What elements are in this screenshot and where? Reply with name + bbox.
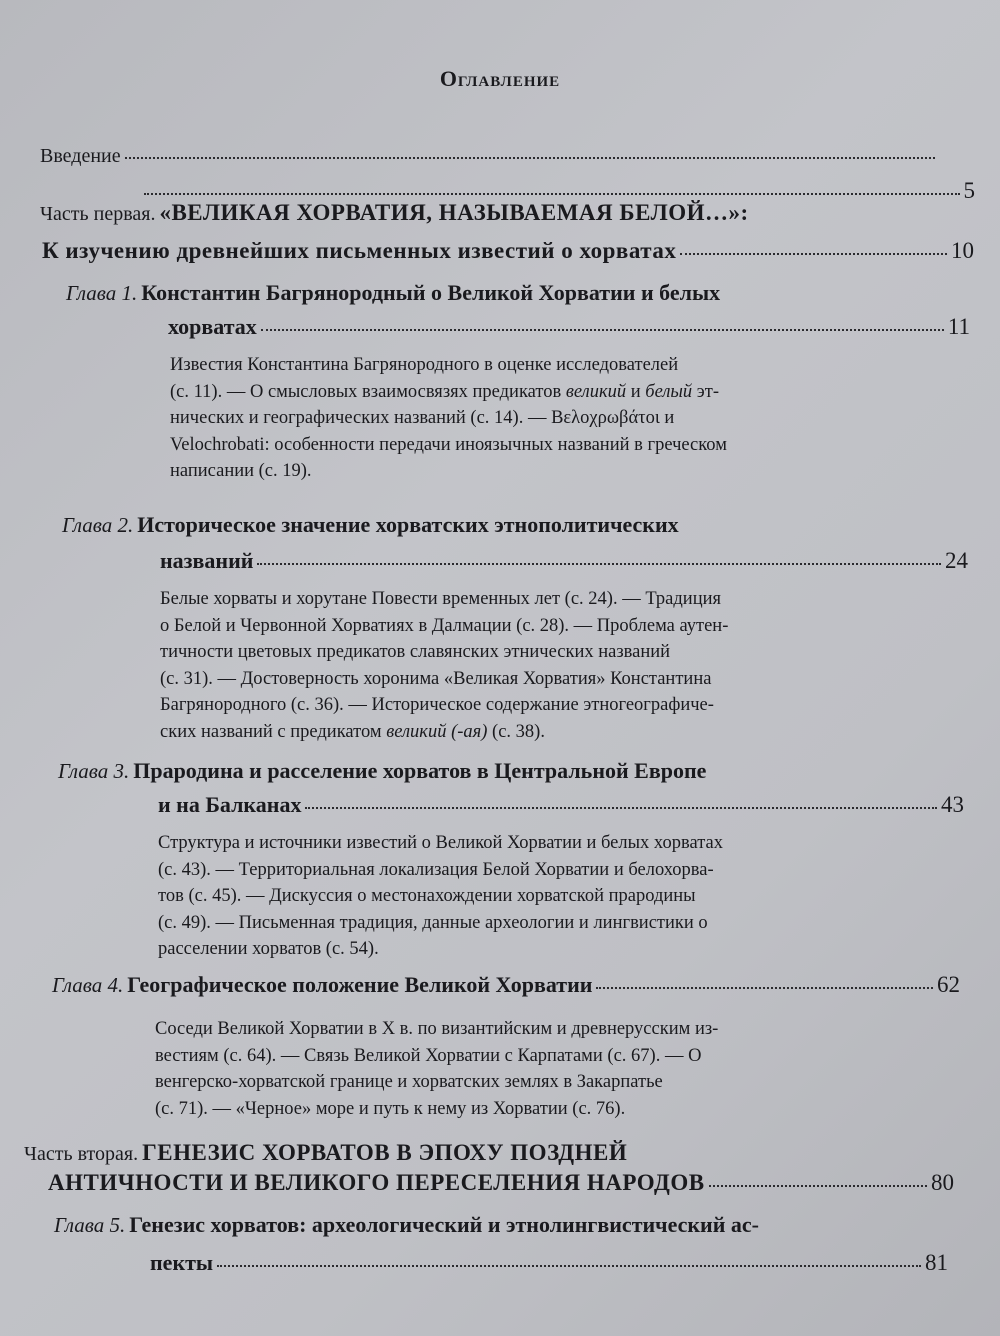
ch3-heading bbox=[58, 758, 706, 784]
summary-line: (с. 49). — Письменная традиция, данные археологии и лингвистики о bbox=[158, 912, 708, 933]
ch5-title-line1: Генезис хорватов: археологический и этнолингвистический ас- bbox=[129, 1212, 760, 1237]
ch4-page-number: 62 bbox=[937, 972, 960, 997]
leader-dots bbox=[144, 193, 960, 195]
part1-page-number: 10 bbox=[951, 238, 974, 263]
ch1-title-row bbox=[168, 314, 970, 340]
ch3-summary bbox=[158, 830, 863, 963]
ch2-title-row bbox=[160, 548, 968, 574]
summary-line: ских названий с предикатом великий (-ая) (с. 38). bbox=[160, 721, 545, 742]
summary-line: Структура и источники известий о Великой Хорватии и белых хорватах bbox=[158, 833, 723, 853]
summary-line: Багрянородного (с. 36). — Историческое содержание этногеографиче- bbox=[160, 695, 714, 715]
summary-line: тичности цветовых предикатов славянских этнических названий bbox=[160, 642, 671, 662]
ch5-heading bbox=[54, 1212, 759, 1238]
part1-heading bbox=[40, 200, 749, 226]
summary-line: вестиям (с. 64). — Связь Великой Хорватии с Карпатами (с. 67). — О bbox=[155, 1045, 702, 1066]
part1-title-row bbox=[42, 238, 974, 264]
intro-label: Введение bbox=[40, 145, 121, 167]
ch4-title-row bbox=[52, 972, 960, 998]
summary-line: тов (с. 45). — Дискуссия о местонахождении хорватской прародины bbox=[158, 886, 696, 906]
ch2-label: Глава 2. bbox=[62, 513, 134, 537]
leader-dots bbox=[217, 1265, 921, 1267]
summary-line: расселении хорватов (с. 54). bbox=[158, 939, 379, 959]
part2-heading bbox=[24, 1140, 627, 1166]
ch1-title-line2: хорватах bbox=[168, 314, 257, 339]
ch4-summary bbox=[155, 1016, 865, 1122]
ch3-title-row bbox=[158, 792, 964, 818]
ch1-page-number: 11 bbox=[947, 314, 970, 339]
part2-page-number: 80 bbox=[931, 1170, 954, 1195]
ch3-label: Глава 3. bbox=[58, 759, 130, 783]
ch5-label: Глава 5. bbox=[54, 1213, 126, 1237]
ch3-title-line1: Прародина и расселение хорватов в Центральной Европе bbox=[133, 758, 707, 783]
part2-title-line1: ГЕНЕЗИС ХОРВАТОВ В ЭПОХУ ПОЗДНЕЙ bbox=[142, 1140, 628, 1165]
summary-line: (с. 31). — Достоверность хоронима «Великая Хорватия» Константина bbox=[160, 668, 712, 689]
ch2-heading bbox=[62, 512, 679, 538]
leader-dots bbox=[305, 807, 937, 809]
ch5-title-line2: пекты bbox=[150, 1250, 214, 1275]
leader-dots bbox=[596, 987, 933, 989]
ch3-page-number: 43 bbox=[941, 792, 964, 817]
ch1-title-line1: Константин Багрянородный о Великой Хорватии и белых bbox=[141, 280, 721, 305]
part2-label: Часть вторая. bbox=[24, 1143, 139, 1165]
part2-title-row bbox=[48, 1170, 954, 1196]
summary-line: венгерско-хорватской границе и хорватских землях в Закарпатье bbox=[155, 1072, 663, 1092]
ch1-heading bbox=[66, 280, 720, 306]
ch2-page-number: 24 bbox=[945, 548, 968, 573]
ch4-label: Глава 4. bbox=[52, 973, 124, 997]
ch5-title-row bbox=[150, 1250, 948, 1276]
summary-line: (с. 11). — О смысловых взаимосвязях предикатов великий и белый эт- bbox=[170, 381, 719, 402]
summary-line: Velochrobati: особенности передачи иноязычных названий в греческом bbox=[170, 434, 727, 455]
intro-page-number: 5 bbox=[963, 178, 975, 203]
part2-title-line2: АНТИЧНОСТИ И ВЕЛИКОГО ПЕРЕСЕЛЕНИЯ НАРОДОВ bbox=[48, 1170, 705, 1195]
part1-title-line2: К изучению древнейших письменных известий о хорватах bbox=[42, 238, 677, 263]
ch3-title-line2: и на Балканах bbox=[158, 792, 302, 817]
ch1-label: Глава 1. bbox=[66, 281, 138, 305]
summary-line: написании (с. 19). bbox=[170, 461, 312, 481]
ch4-title: Географическое положение Великой Хорватии bbox=[127, 972, 593, 997]
ch1-summary bbox=[170, 352, 865, 485]
leader-dots bbox=[257, 563, 941, 565]
part1-label: Часть первая. bbox=[40, 203, 156, 225]
leader-dots bbox=[680, 253, 947, 255]
toc-entry-intro bbox=[40, 145, 970, 168]
ch2-summary bbox=[160, 586, 860, 745]
summary-line: о Белой и Червонной Хорватиях в Далмации (с. 28). — Проблема аутен- bbox=[160, 615, 729, 636]
summary-line: Известия Константина Багрянородного в оценке исследователей bbox=[170, 355, 679, 375]
summary-line: Белые хорваты и хорутане Повести временных лет (с. 24). — Традиция bbox=[160, 589, 722, 609]
summary-line: (с. 43). — Территориальная локализация Белой Хорватии и белохорва- bbox=[158, 859, 714, 880]
summary-line: Соседи Великой Хорватии в X в. по византийским и древнерусским из- bbox=[155, 1019, 719, 1039]
leader-dots bbox=[125, 157, 935, 159]
leader-dots bbox=[709, 1185, 927, 1187]
leader-dots bbox=[261, 329, 944, 331]
summary-line: (с. 71). — «Черное» море и путь к нему из Хорватии (с. 76). bbox=[155, 1098, 626, 1119]
part1-title-line1: «ВЕЛИКАЯ ХОРВАТИЯ, НАЗЫВАЕМАЯ БЕЛОЙ…»: bbox=[159, 200, 749, 225]
ch2-title-line1: Историческое значение хорватских этнополитических bbox=[137, 512, 679, 537]
ch5-page-number: 81 bbox=[925, 1250, 948, 1275]
ch2-title-line2: названий bbox=[160, 548, 254, 573]
page-title: Оглавление bbox=[439, 66, 561, 91]
summary-line: нических и географических названий (с. 14). — Βελοχρωβάτοι и bbox=[170, 408, 675, 428]
